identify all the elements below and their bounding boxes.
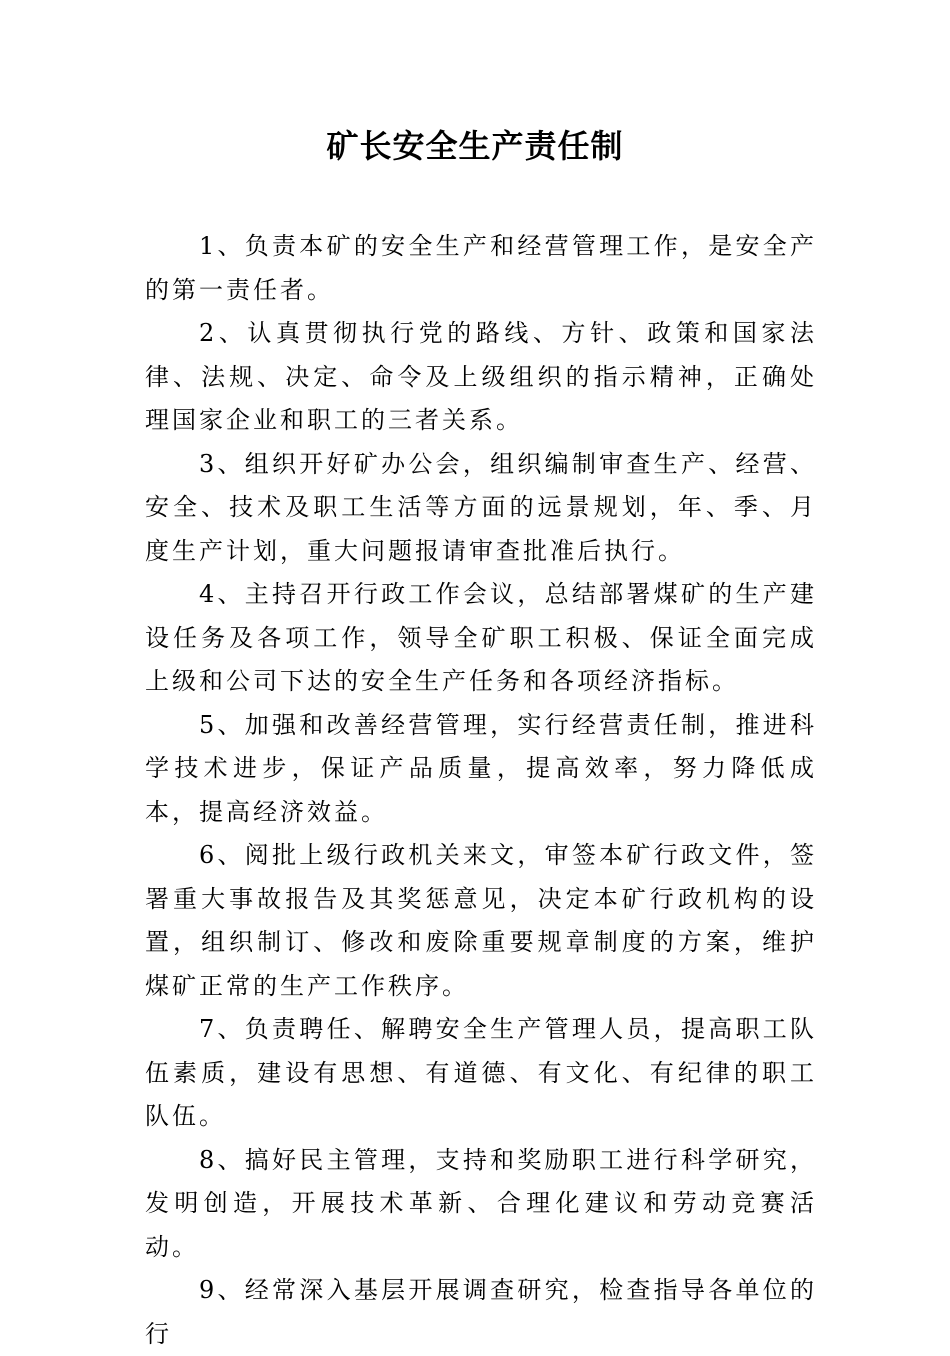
paragraph-4: 4、主持召开行政工作会议，总结部署煤矿的生产建设任务及各项工作，领导全矿职工积极、保证全面完成上级和公司下达的安全生产任务和各项经济指标。 [145, 580, 817, 695]
paragraph-5: 5、加强和改善经营管理，实行经营责任制，推进科学技术进步，保证产品质量，提高效率，努力降低成本，提高经济效益。 [145, 710, 817, 826]
paragraph-1: 1、负责本矿的安全生产和经营管理工作，是安全产的第一责任者。 [145, 232, 817, 304]
paragraph-2: 2、认真贯彻执行党的路线、方针、政策和国家法律、法规、决定、命令及上级组织的指示精神，正确处理国家企业和职工的三者关系。 [145, 319, 817, 434]
paragraph-3: 3、组织开好矿办公会，组织编制审查生产、经营、安全、技术及职工生活等方面的远景规划，年、季、月度生产计划，重大问题报请审查批准后执行。 [145, 449, 817, 565]
paragraph-6: 6、阅批上级行政机关来文，审签本矿行政文件，签署重大事故报告及其奖惩意见，决定本矿行政机构的设置，组织制订、修改和废除重要规章制度的方案，维护煤矿正常的生产工作秩序。 [145, 841, 817, 1000]
paragraph-9: 9、经常深入基层开展调查研究，检查指导各单位的行 [145, 1276, 817, 1348]
paragraph-8: 8、搞好民主管理，支持和奖励职工进行科学研究，发明创造，开展技术革新、合理化建议和劳动竞赛活动。 [145, 1145, 817, 1261]
document-title: 矿长安全生产责任制 [326, 127, 624, 165]
paragraph-7: 7、负责聘任、解聘安全生产管理人员，提高职工队伍素质，建设有思想、有道德、有文化、有纪律的职工队伍。 [145, 1015, 817, 1130]
document-body [145, 225, 817, 1356]
